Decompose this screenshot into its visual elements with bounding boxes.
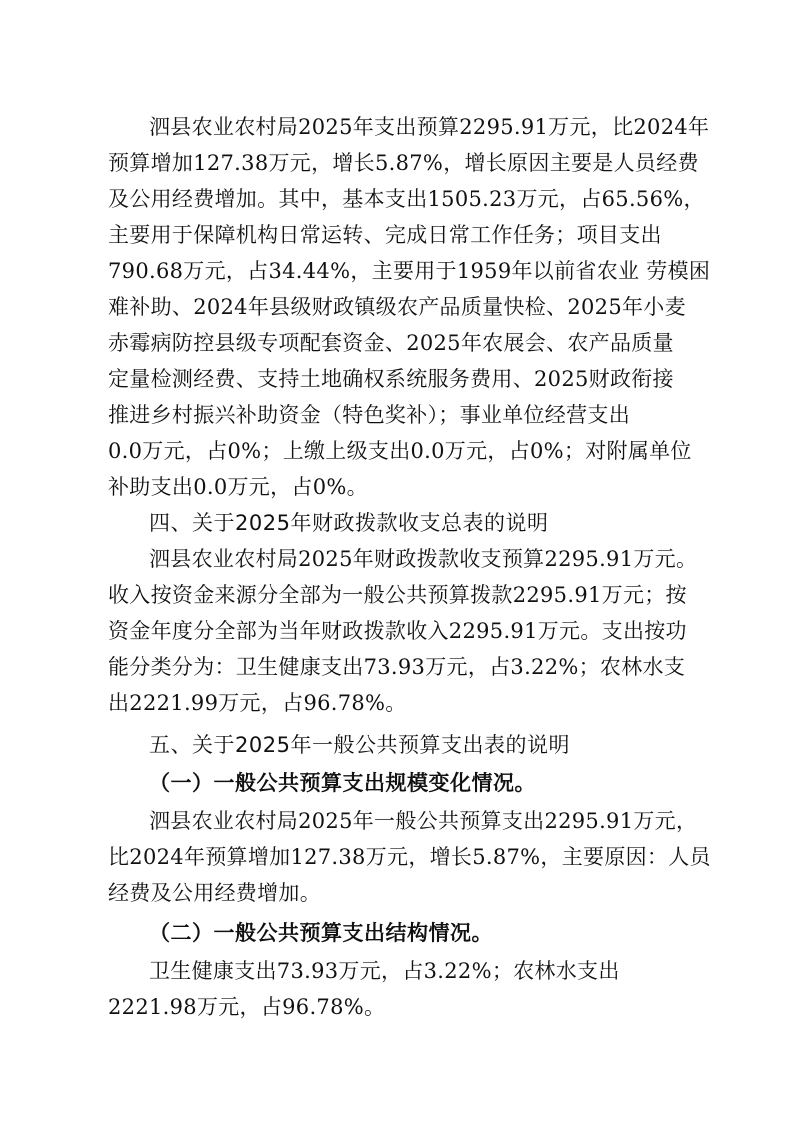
paragraph-line: 能分类分为：卫生健康支出73.93万元，占3.22%；农林水支: [108, 655, 686, 679]
paragraph-line: 主要用于保障机构日常运转、完成日常工作任务；项目支出: [108, 223, 662, 247]
paragraph-line: 难补助、2024年县级财政镇级农产品质量快检、2025年小麦: [108, 295, 686, 319]
paragraph-line: 资金年度分全部为当年财政拨款收入2295.91万元。支出按功: [108, 619, 687, 643]
section-heading-4: 四、关于2025年财政拨款收支总表的说明: [149, 511, 549, 535]
paragraph-line: 0.0万元，占0%；上缴上级支出0.0万元，占0%；对附属单位: [108, 439, 692, 463]
paragraph-line: 及公用经费增加。其中，基本支出1505.23万元，占65.56%，: [108, 187, 705, 211]
paragraph-line: 经费及公用经费增加。: [108, 881, 321, 905]
paragraph-line: 定量检测经费、支持土地确权系统服务费用、2025财政衔接: [108, 367, 674, 391]
paragraph-line: 预算增加127.38万元，增长5.87%，增长原因主要是人员经费: [108, 151, 699, 175]
paragraph-line: 补助支出0.0万元，占0%。: [108, 475, 368, 499]
section-heading-5: 五、关于2025年一般公共预算支出表的说明: [149, 733, 570, 757]
paragraph-line: 790.68万元，占34.44%，主要用于1959年以前省农业 劳模困: [108, 259, 711, 283]
paragraph-line: 收入按资金来源分全部为一般公共预算拨款2295.91万元；按: [108, 583, 687, 607]
paragraph-line: 赤霉病防控县级专项配套资金、2025年农展会、农产品质量: [108, 331, 674, 355]
paragraph-line: 卫生健康支出73.93万元，占3.22%；农林水支出: [149, 959, 620, 983]
paragraph-line: 推进乡村振兴补助资金（特色奖补）；事业单位经营支出: [108, 403, 630, 427]
paragraph-line: 2221.98万元，占96.78%。: [108, 995, 386, 1019]
paragraph-line: 泗县农业农村局2025年财政拨款收支预算2295.91万元。: [149, 547, 698, 571]
paragraph-line: 出2221.99万元，占96.78%。: [108, 691, 407, 715]
paragraph-line: 泗县农业农村局2025年支出预算2295.91万元，比2024年: [149, 115, 710, 139]
subsection-heading-1: （一）一般公共预算支出规模变化情况。: [149, 770, 536, 795]
subsection-heading-2: （二）一般公共预算支出结构情况。: [149, 920, 493, 945]
paragraph-line: 泗县农业农村局2025年一般公共预算支出2295.91万元，: [149, 809, 698, 833]
paragraph-line: 比2024年预算增加127.38万元，增长5.87%，主要原因：人员: [108, 845, 711, 869]
